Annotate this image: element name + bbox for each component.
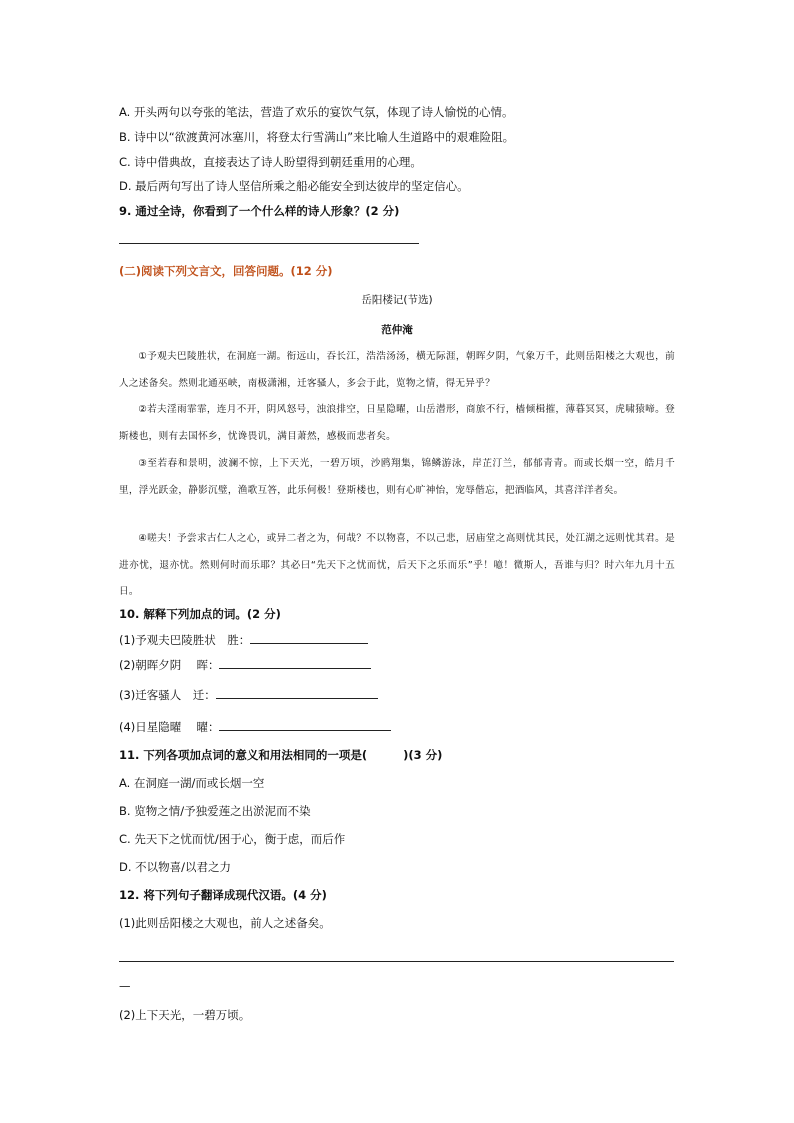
q10-item-4-blank[interactable] <box>219 718 391 731</box>
q11-option-b: B. 览物之情/予独爱莲之出淤泥而不染 <box>119 804 311 818</box>
q10-item-4 <box>119 718 391 735</box>
q10-item-1-blank[interactable] <box>250 631 368 644</box>
q10-item-3-label: (3)迁客骚人 迁： <box>119 688 216 702</box>
q12-answer-line-1[interactable] <box>119 961 674 962</box>
section-2-heading: (二)阅读下列文言文，回答问题。(12 分) <box>119 264 333 278</box>
q10-item-1 <box>119 631 368 648</box>
q10-item-2-blank[interactable] <box>219 656 371 669</box>
q10-item-2-label: (2)朝晖夕阴 晖： <box>119 658 220 672</box>
essay-paragraph-3: ③至若春和景明，波澜不惊，上下天光，一碧万顷，沙鸥翔集，锦鳞游泳，岸芷汀兰，郁郁青青。而或长烟一空，皓月千里，浮光跃金，静影沉璧，渔歌互答，此乐何极！登斯楼也，则有心旷神怡，宠辱偕忘，把酒临风，其喜洋洋者矣。 <box>119 458 675 496</box>
q11-option-d: D. 不以物喜/以君之力 <box>119 860 232 874</box>
q11-prefix: 11. 下列各项加点词的意义和用法相同的一项是( <box>119 748 368 762</box>
essay-title: 岳阳楼记(节选) <box>361 294 433 306</box>
q9-answer-line[interactable] <box>119 243 419 244</box>
question-12: 12. 将下列句子翻译成现代汉语。(4 分) <box>119 888 327 902</box>
q10-item-3-blank[interactable] <box>216 686 378 699</box>
q11-option-c: C. 先天下之忧而忧/困于心，衡于虑，而后作 <box>119 832 346 846</box>
essay-paragraph-4: ④嗟夫！予尝求古仁人之心，或异二者之为，何哉？不以物喜，不以己悲，居庙堂之高则忧其民，处江湖之远则忧其君。是进亦忧，退亦忧。然则何时而乐耶？其必曰“先天下之忧而忧，后天下之乐而乐”乎！噫！微斯人，吾谁与归？时六年九月十五日。 <box>119 533 675 597</box>
question-10: 10. 解释下列加点的词。(2 分) <box>119 607 281 621</box>
q8-option-d: D. 最后两句写出了诗人坚信所乘之船必能安全到达彼岸的坚定信心。 <box>119 179 469 193</box>
essay-author: 范仲淹 <box>381 324 413 336</box>
question-9: 9. 通过全诗，你看到了一个什么样的诗人形象？(2 分) <box>119 204 400 218</box>
q8-option-b: B. 诗中以“欲渡黄河冰塞川，将登太行雪满山”来比喻人生道路中的艰难险阻。 <box>119 130 515 144</box>
answer-line-continuation: — <box>119 979 131 993</box>
essay-paragraph-1: ①予观夫巴陵胜状，在洞庭一湖。衔远山，吞长江，浩浩汤汤，横无际涯，朝晖夕阴，气象万千，此则岳阳楼之大观也，前人之述备矣。然则北通巫峡，南极潇湘，迁客骚人，多会于此，览物之情，得无异乎？ <box>119 351 675 389</box>
q10-item-1-label: (1)予观夫巴陵胜状 胜： <box>119 633 251 647</box>
question-11 <box>119 747 442 763</box>
q11-suffix: )(3 分) <box>403 748 443 762</box>
q11-option-a: A. 在洞庭一湖/而或长烟一空 <box>119 776 265 790</box>
q12-item-1: (1)此则岳阳楼之大观也，前人之述备矣。 <box>119 916 331 930</box>
q8-option-a: A. 开头两句以夸张的笔法，营造了欢乐的宴饮气氛，体现了诗人愉悦的心情。 <box>119 105 514 119</box>
q10-item-2 <box>119 656 371 673</box>
q8-option-c: C. 诗中借典故，直接表达了诗人盼望得到朝廷重用的心理。 <box>119 155 422 169</box>
q12-item-2: (2)上下天光，一碧万顷。 <box>119 1008 251 1022</box>
essay-paragraph-2: ②若夫淫雨霏霏，连月不开，阴风怒号，浊浪排空，日星隐曜，山岳潜形，商旅不行，樯倾楫摧，薄暮冥冥，虎啸猿啼。登斯楼也，则有去国怀乡，忧谗畏讥，满目萧然，感极而悲者矣。 <box>119 404 675 442</box>
q10-item-4-label: (4)日星隐曜 曜： <box>119 720 220 734</box>
q10-item-3 <box>119 686 378 703</box>
